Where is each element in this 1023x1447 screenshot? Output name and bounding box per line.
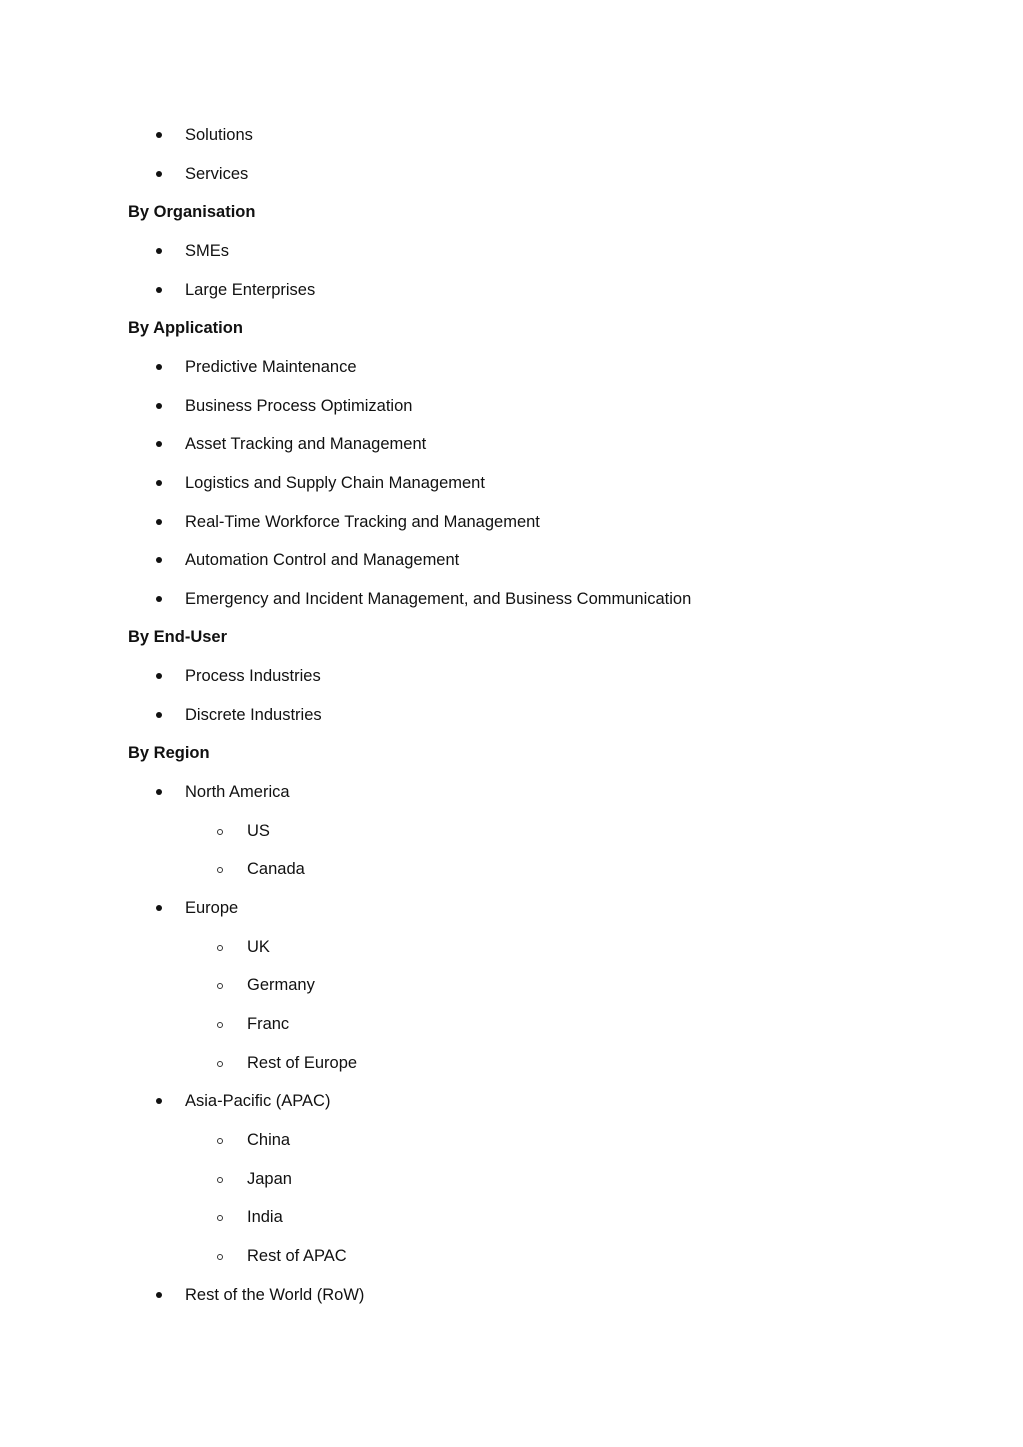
list-item-label: Japan bbox=[247, 1170, 292, 1188]
list-item-label: Predictive Maintenance bbox=[185, 358, 357, 376]
list-item-label: US bbox=[247, 822, 270, 840]
list-item-label: Business Process Optimization bbox=[185, 397, 413, 415]
list-item-label: Services bbox=[185, 165, 249, 183]
list-item-label: Logistics and Supply Chain Management bbox=[185, 474, 485, 492]
list-item-label: SMEs bbox=[185, 242, 230, 260]
list-item-label: India bbox=[247, 1208, 283, 1226]
list-item-label: Asia-Pacific (APAC) bbox=[185, 1092, 331, 1110]
list-item-label: Real-Time Workforce Tracking and Management bbox=[185, 513, 540, 531]
list-item-label: Germany bbox=[247, 976, 315, 994]
list-item-label: Asset Tracking and Management bbox=[185, 435, 427, 453]
list-item-label: Europe bbox=[185, 899, 239, 917]
list-item-label: Solutions bbox=[185, 126, 253, 144]
list-item-label: Process Industries bbox=[185, 667, 321, 685]
section-heading: By Application bbox=[128, 319, 243, 337]
section-heading: By End-User bbox=[128, 628, 228, 646]
list-item-label: Rest of APAC bbox=[247, 1247, 347, 1265]
list-item-label: Automation Control and Management bbox=[185, 551, 460, 569]
list-item-label: Rest of the World (RoW) bbox=[185, 1286, 365, 1304]
list-item-label: Large Enterprises bbox=[185, 281, 316, 299]
list-item-label: North America bbox=[185, 783, 290, 801]
section-heading: By Organisation bbox=[128, 203, 256, 221]
list-item-label: Discrete Industries bbox=[185, 706, 322, 724]
list-item-label: Franc bbox=[247, 1015, 290, 1033]
section-heading: By Region bbox=[128, 744, 210, 762]
list-item-label: China bbox=[247, 1131, 291, 1149]
list-item-label: Canada bbox=[247, 860, 305, 878]
list-item-label: UK bbox=[247, 938, 270, 956]
list-item-label: Emergency and Incident Management, and Business Communication bbox=[185, 590, 692, 608]
list-item-label: Rest of Europe bbox=[247, 1054, 358, 1072]
